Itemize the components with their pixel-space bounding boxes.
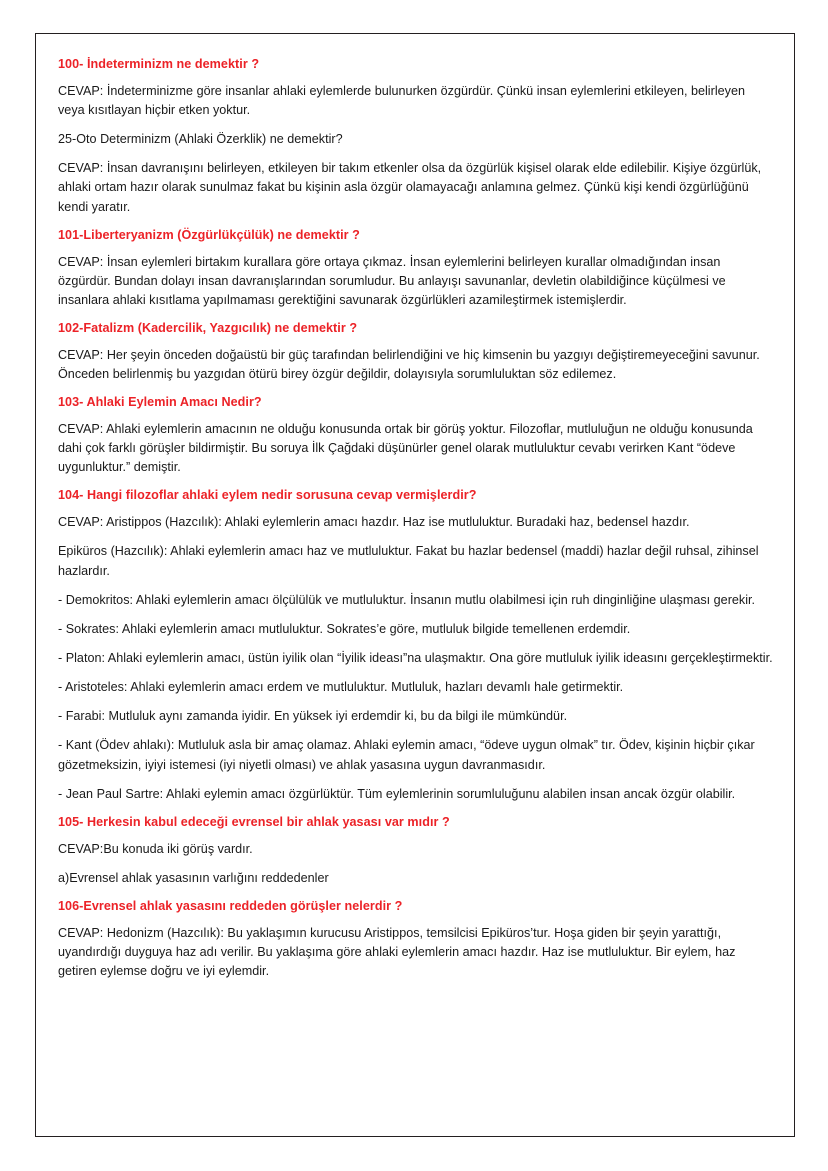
answer-paragraph: CEVAP: İnsan davranışını belirleyen, etkileyen bir takım etkenler olsa da özgürlük kişisel olarak elde edilebilir. Kişiye özgürlük, ahlaki ortam hazır olarak sunulmaz fakat bu kişinin asla özgür olamayacağı anlamına gelmez. Çünkü kişi kendi özgürlüğünü kendi yaratır. [58,161,762,214]
document-page [35,33,795,1137]
question-heading: 104- Hangi filozoflar ahlaki eylem nedir sorusuna cevap vermişlerdir? [58,488,477,503]
answer-paragraph: CEVAP: İnsan eylemleri birtakım kurallara göre ortaya çıkmaz. İnsan eylemlerini belirleyen kurallar olmadığından insan özgürdür. Bundan dolayı insan davranışlarından sorumludur. Bu anlayışı savunanlar, devletin olabildiğince küçülmesi ve insanlara ahlaki kısıtlama yapılmaması gerektiğini savunarak özgürlükleri azamileştirmek istemişlerdir. [58,254,726,307]
answer-paragraph: CEVAP: Ahlaki eylemlerin amacının ne olduğu konusunda ortak bir görüş yoktur. Filozoflar, mutluluğun ne olduğu konusunda dahi çok farklı görüşler bildirmiştir. Bu soruya İlk Çağdaki düşünürler genel olarak mutluluktur cevabı verirken Kant “ödeve uygunluktur.” demiştir. [58,422,753,475]
answer-paragraph: - Kant (Ödev ahlakı): Mutluluk asla bir amaç olamaz. Ahlaki eylemin amacı, “ödeve uygun olmak” tır. Ödev, kişinin hiçbir çıkar gözetmeksizin, iyiyi istemesi (iyi niyetli olması) ve ahlak yasasına uygun davranmasıdır. [58,738,755,772]
answer-paragraph: - Sokrates: Ahlaki eylemlerin amacı mutluluktur. Sokrates’e göre, mutluluk bilgide temellenen erdemdir. [58,621,631,636]
answer-paragraph: - Demokritos: Ahlaki eylemlerin amacı ölçülülük ve mutluluktur. İnsanın mutlu olabilmesi için ruh dinginliğine ulaşması gerekir. [58,592,756,607]
answer-paragraph: CEVAP: Her şeyin önceden doğaüstü bir güç tarafından belirlendiğini ve hiç kimsenin bu yazgıyı değiştiremeyeceğini savunur. Önceden belirlenmiş bu yazgıdan ötürü birey özgür değildir, dolayısıyla sorumluluktan söz edilemez. [58,347,760,382]
answer-paragraph: - Jean Paul Sartre: Ahlaki eylemin amacı özgürlüktür. Tüm eylemlerinin sorumluluğunu alabilen insan ancak özgür olabilir. [58,786,736,801]
document-content [58,56,774,991]
answer-paragraph: a)Evrensel ahlak yasasının varlığını reddedenler [58,870,329,885]
answer-paragraph: 25-Oto Determinizm (Ahlaki Özerklik) ne demektir? [58,132,343,147]
answer-paragraph: Epiküros (Hazcılık): Ahlaki eylemlerin amacı haz ve mutluluktur. Fakat bu hazlar bedensel (maddi) hazlar değil ruhsal, zihinsel hazlardır. [58,544,759,578]
question-heading: 103- Ahlaki Eylemin Amacı Nedir? [58,395,262,410]
question-heading: 100- İndeterminizm ne demektir ? [58,57,260,71]
answer-paragraph: CEVAP:Bu konuda iki görüş vardır. [58,841,253,856]
question-heading: 102-Fatalizm (Kadercilik, Yazgıcılık) ne demektir ? [58,321,358,336]
question-heading: 106-Evrensel ahlak yasasını reddeden görüşler nelerdir ? [58,899,403,914]
answer-paragraph: CEVAP: Hedonizm (Hazcılık): Bu yaklaşımın kurucusu Aristippos, temsilcisi Epiküros’tur. Hoşa giden bir şeyin yarattığı, uyandırdığı duyguya haz adı verilir. Bu yaklaşıma göre ahlaki eylemlerin amacı hazdır. Haz ise mutluluktur. Bir eylem, haz getiren eylemse doğru ve iyi eylemdir. [58,925,736,979]
answer-paragraph: CEVAP: İndeterminizme göre insanlar ahlaki eylemlerde bulunurken özgürdür. Çünkü insan eylemlerini etkileyen, belirleyen veya kısıtlayan hiçbir etken yoktur. [58,83,745,118]
answer-paragraph: - Platon: Ahlaki eylemlerin amacı, üstün iyilik olan “İyilik ideası”na ulaşmaktır. Ona göre mutluluk iyilik ideasını gerçekleştirmektir. [58,651,773,666]
question-heading: 101-Liberteryanizm (Özgürlükçülük) ne demektir ? [58,227,360,242]
answer-paragraph: - Aristoteles: Ahlaki eylemlerin amacı erdem ve mutluluktur. Mutluluk, hazları devamlı hale getirmektir. [58,680,624,695]
answer-paragraph: - Farabi: Mutluluk aynı zamanda iyidir. En yüksek iyi erdemdir ki, bu da bilgi ile mümkündür. [58,709,568,724]
question-heading: 105- Herkesin kabul edeceği evrensel bir ahlak yasası var mıdır ? [58,814,450,829]
answer-paragraph: CEVAP: Aristippos (Hazcılık): Ahlaki eylemlerin amacı hazdır. Haz ise mutluluktur. Buradaki haz, bedensel hazdır. [58,515,690,530]
